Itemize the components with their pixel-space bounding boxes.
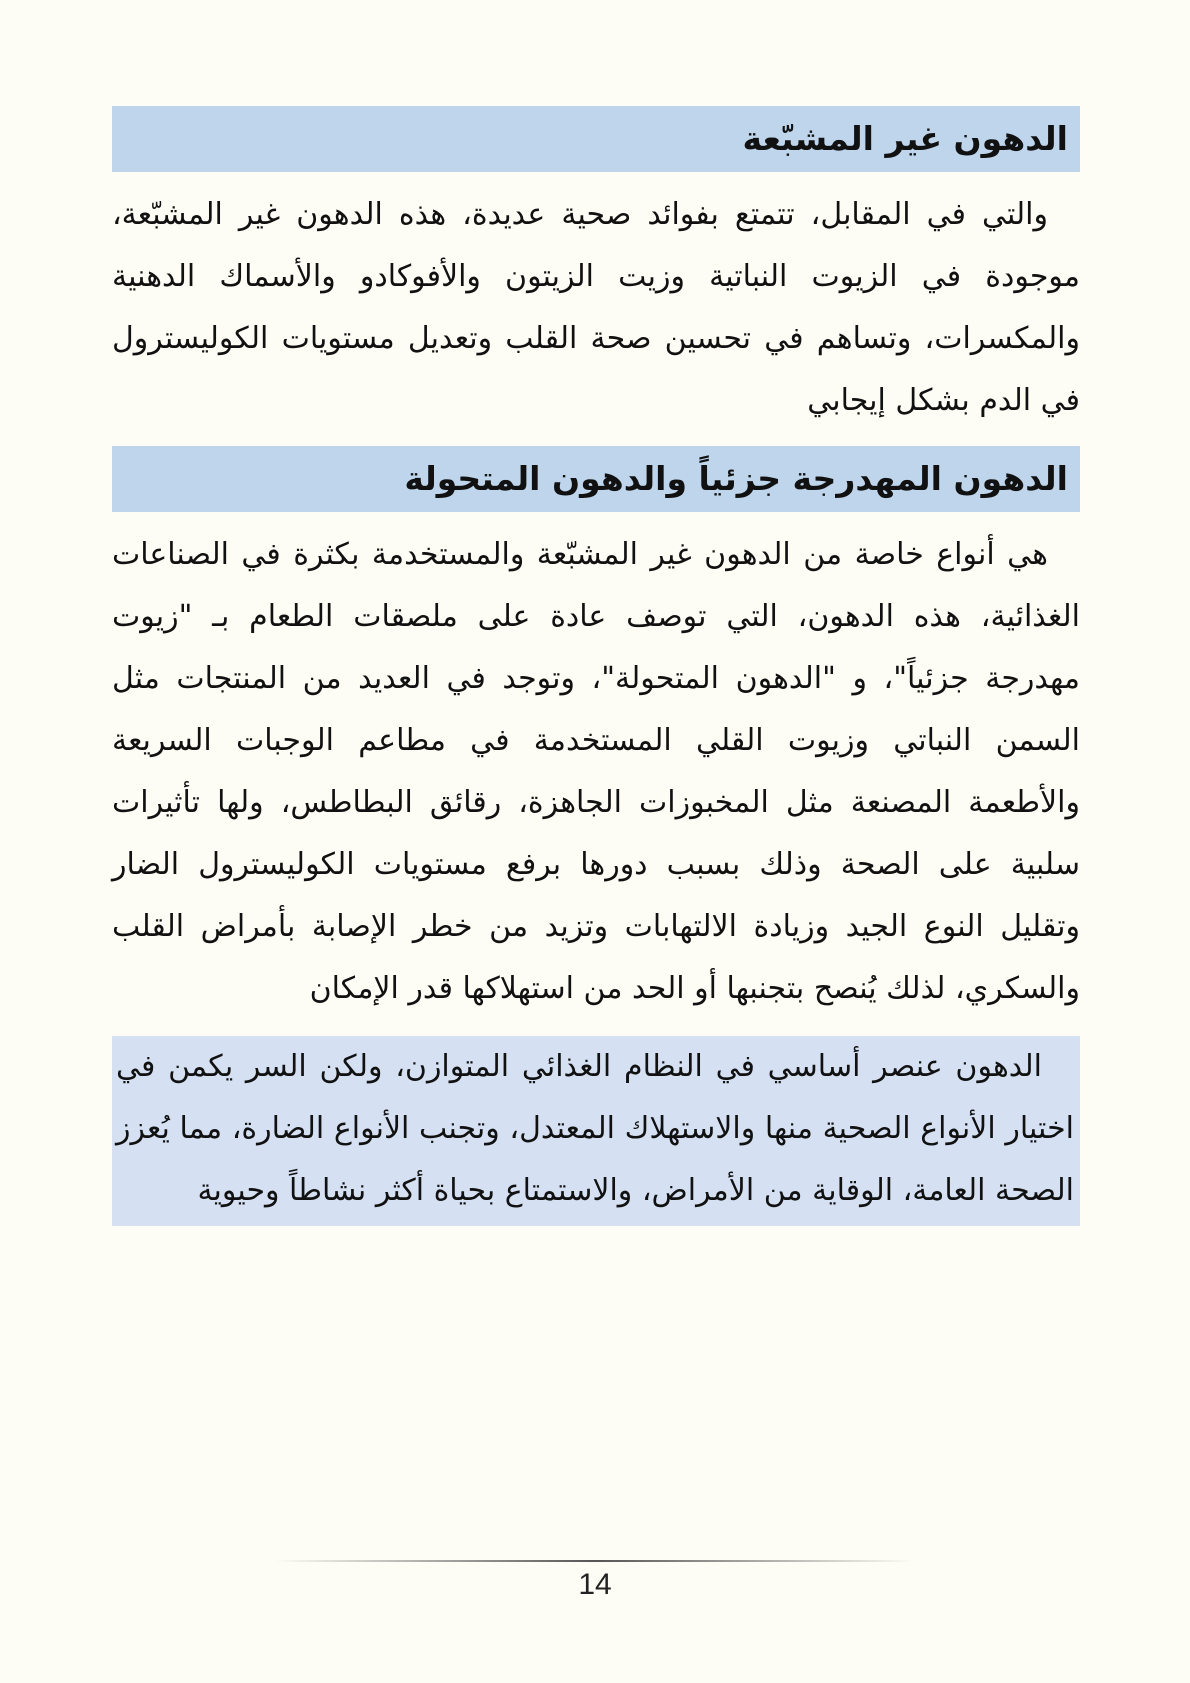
section-body-unsaturated-fats: والتي في المقابل، تتمتع بفوائد صحية عديدة، هذه الدهون غير المشبّعة، موجودة في الزيوت النباتية وزيت الزيتون والأفوكادو والأسماك الدهنية والمكسرات، وتساهم في تحسين صحة القلب وتعديل مستويات الكوليسترول في الدم بشكل إيجابي [112, 197, 1080, 418]
page-number: 14 [578, 1568, 612, 1601]
page-footer [0, 1560, 1190, 1602]
footer-divider [275, 1560, 915, 1562]
summary-box: الدهون عنصر أساسي في النظام الغذائي المتوازن، ولكن السر يكمن في اختيار الأنواع الصحية منها والاستهلاك المعتدل، وتجنب الأنواع الضارة، مما يُعزز الصحة العامة، الوقاية من الأمراض، والاستمتاع بحياة أكثر نشاطاً وحيوية [112, 1036, 1080, 1226]
section-heading-trans-fats: الدهون المهدرجة جزئياً والدهون المتحولة [112, 446, 1080, 512]
section-body-trans-fats: هي أنواع خاصة من الدهون غير المشبّعة والمستخدمة بكثرة في الصناعات الغذائية، هذه الدهون، التي توصف عادة على ملصقات الطعام بـ "زيوت مهدرجة جزئياً"، و "الدهون المتحولة"، وتوجد في العديد من المنتجات مثل السمن النباتي وزيوت القلي المستخدمة في مطاعم الوجبات السريعة والأطعمة المصنعة مثل المخبوزات الجاهزة، رقائق البطاطس، ولها تأثيرات سلبية على الصحة وذلك بسبب دورها برفع مستويات الكوليسترول الضار وتقليل النوع الجيد وزيادة الالتهابات وتزيد من خطر الإصابة بأمراض القلب والسكري، لذلك يُنصح بتجنبها أو الحد من استهلاكها قدر الإمكان [112, 537, 1080, 1006]
page-content [112, 106, 1080, 1226]
section-heading-unsaturated-fats: الدهون غير المشبّعة [112, 106, 1080, 172]
